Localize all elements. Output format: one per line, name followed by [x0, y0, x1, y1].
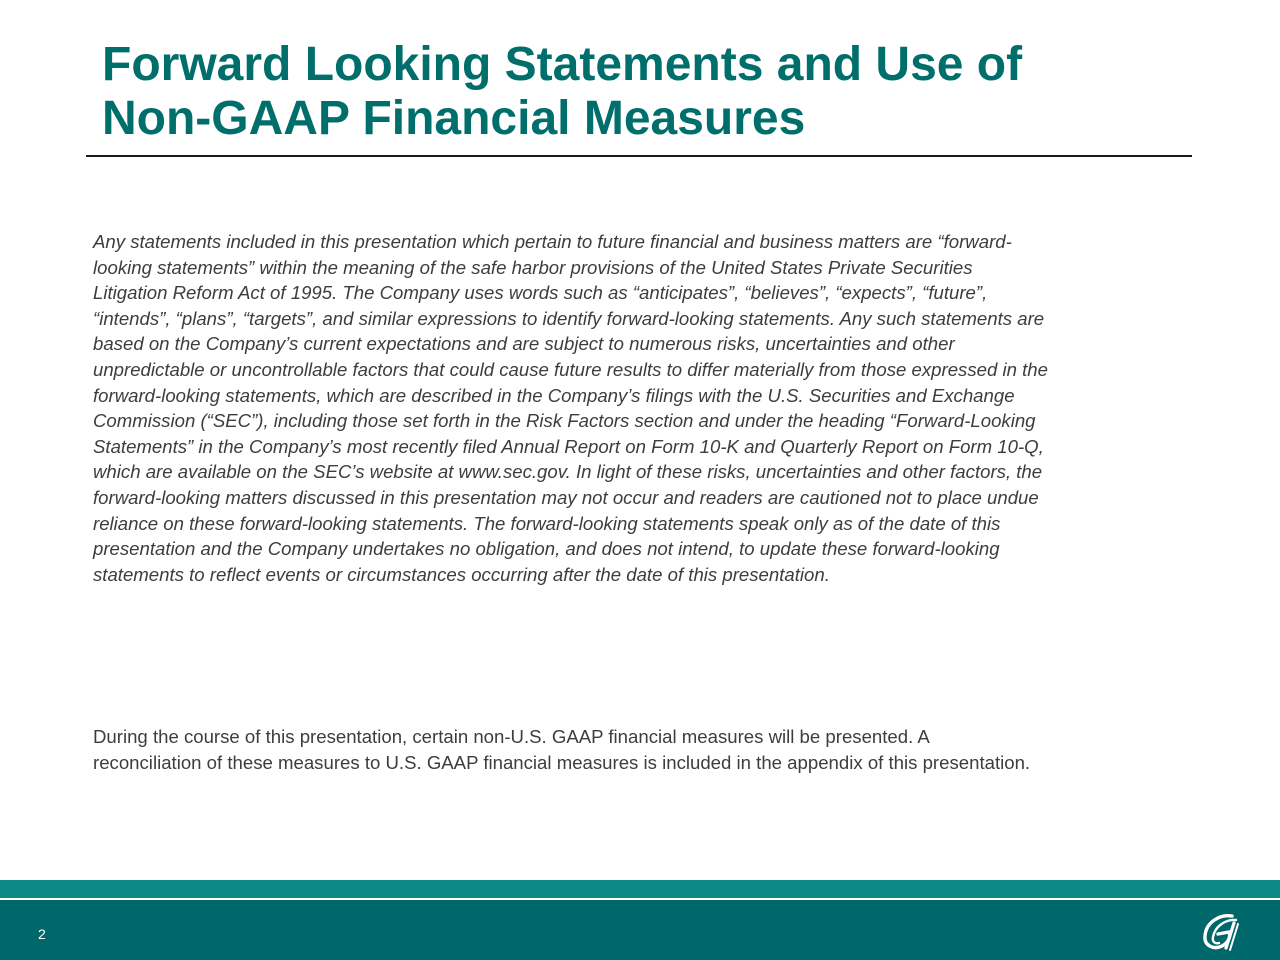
paragraph-line: looking statements” within the meaning of the safe harbor provisions of the United States Private Securities — [93, 256, 973, 278]
footer-bar — [0, 900, 1280, 960]
forward-looking-paragraph — [93, 229, 1203, 587]
page-number: 2 — [38, 926, 46, 942]
paragraph-line: reconciliation of these measures to U.S. GAAP financial measures is included in the appendix of this presentation. — [93, 751, 1031, 773]
paragraph-line: During the course of this presentation, certain non-U.S. GAAP financial measures will be presented. A — [93, 726, 930, 747]
company-logo-icon — [1198, 908, 1244, 954]
paragraph-line: unpredictable or uncontrollable factors that could cause future results to differ materially from those expressed in the — [93, 358, 1048, 380]
title-divider — [86, 155, 1192, 157]
paragraph-line: statements to reflect events or circumstances occurring after the date of this presentation. — [93, 563, 830, 585]
paragraph-line: forward-looking matters discussed in this presentation may not occur and readers are cautioned not to place undue — [93, 486, 1039, 508]
paragraph-line: based on the Company’s current expectations and are subject to numerous risks, uncertainties and other — [93, 333, 955, 355]
slide-title-line: Forward Looking Statements and Use of — [102, 38, 1023, 91]
paragraph-line: reliance on these forward-looking statements. The forward-looking statements speak only as of the date of this — [93, 512, 1001, 534]
footer-accent-band — [0, 880, 1280, 898]
paragraph-line: Commission (“SEC”), including those set forth in the Risk Factors section and under the heading “Forward-Looking — [93, 410, 1036, 432]
paragraph-line: presentation and the Company undertakes no obligation, and does not intend, to update these forward-looking — [93, 538, 1000, 560]
non-gaap-paragraph — [93, 724, 1203, 775]
paragraph-line: Any statements included in this presentation which pertain to future financial and business matters are “forward- — [93, 231, 1012, 252]
paragraph-line: Litigation Reform Act of 1995. The Company uses words such as “anticipates”, “believes”, “expects”, “future”, — [93, 282, 988, 304]
paragraph-line: “intends”, “plans”, “targets”, and similar expressions to identify forward-looking statements. Any such statements are — [93, 307, 1045, 329]
slide-title — [102, 38, 1202, 146]
paragraph-line: Statements” in the Company’s most recently filed Annual Report on Form 10-K and Quarterly Report on Form 10-Q, — [93, 435, 1044, 457]
paragraph-line: which are available on the SEC’s website at www.sec.gov. In light of these risks, uncertainties and other factors, the — [93, 461, 1043, 483]
slide-title-line: Non-GAAP Financial Measures — [102, 92, 806, 145]
paragraph-line: forward-looking statements, which are described in the Company’s filings with the U.S. Securities and Exchange — [93, 384, 1015, 406]
